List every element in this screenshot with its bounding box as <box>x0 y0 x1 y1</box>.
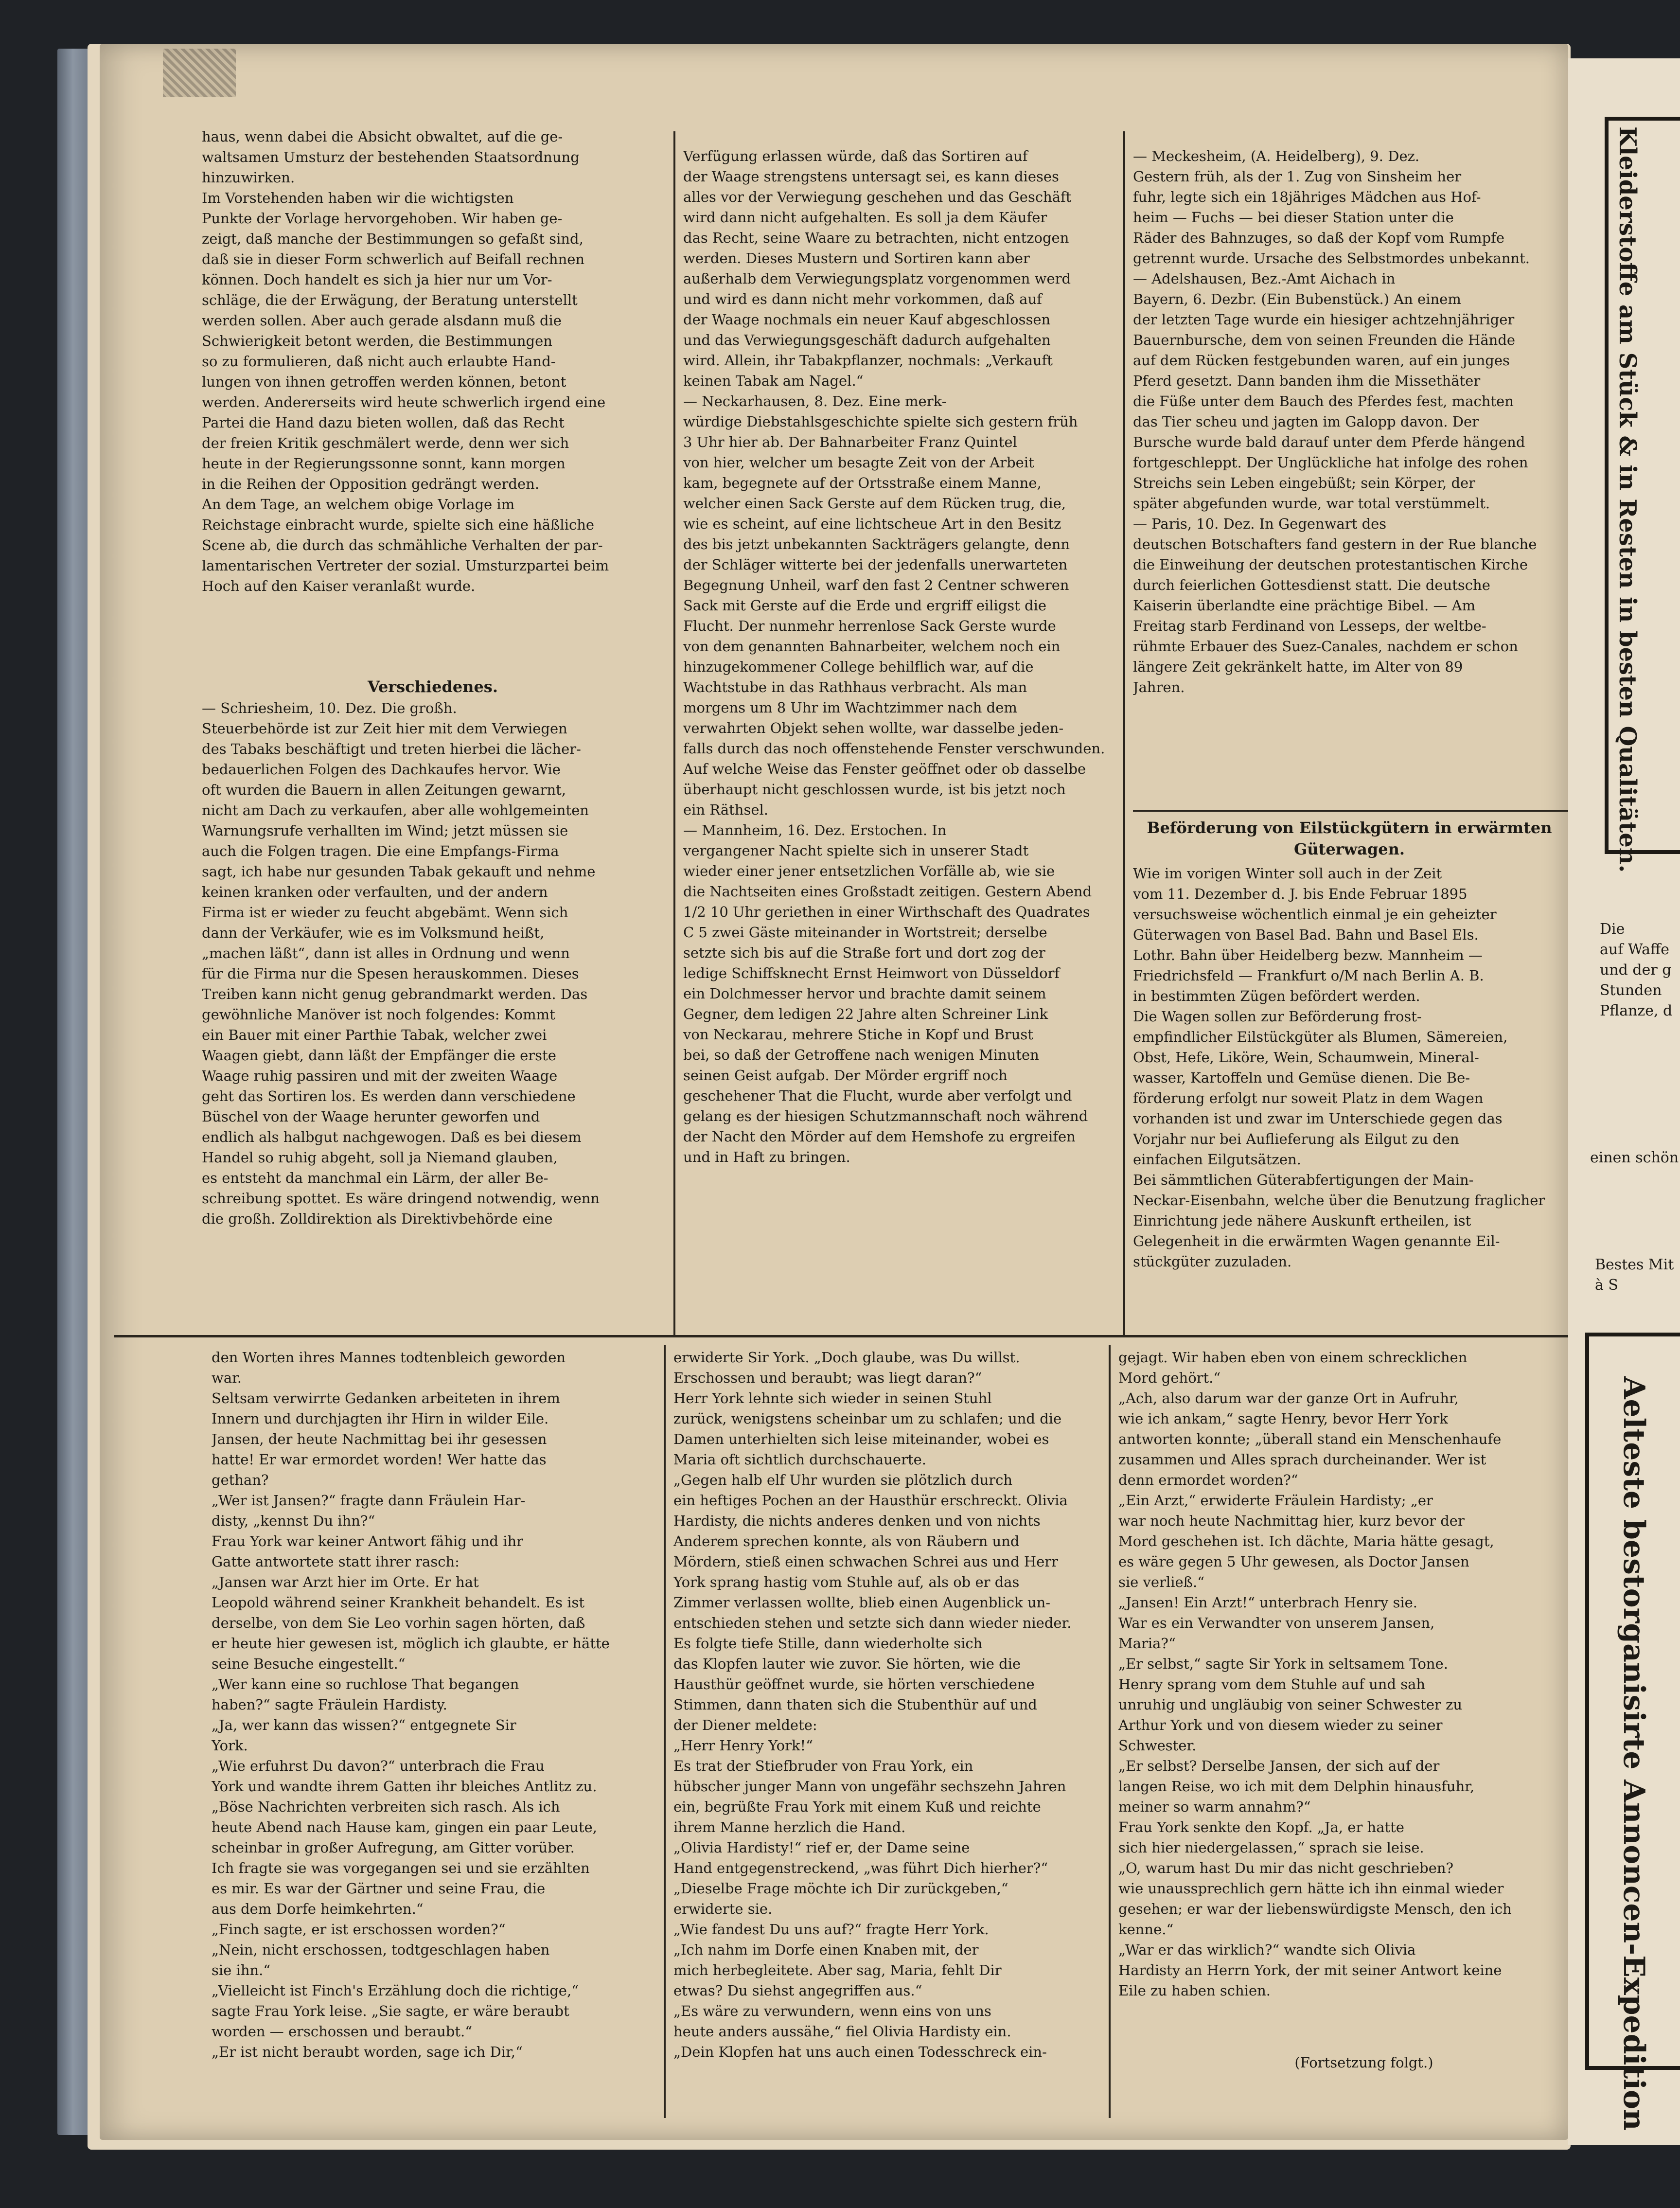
story-column-right: gejagt. Wir haben eben von einem schrecklichen Mord gehört.“ „Ach, also darum war der ganze Ort in Aufruhr, wie ich ankam,“ sagte Henry, bevor Herr York antworten konnte; „überall stand ein Menschenhaufe zusammen und Alles sprach durcheinander. Wer ist denn ermordet worden?“ „Ein Arzt,“ erwiderte Fräulein Hardisty; „er war noch heute Nachmittag hier, kurz bevor der Mord geschehen ist. Ich dächte, Maria hätte gesagt, es wäre gegen 5 Uhr gewesen, als Doctor Jansen sie verließ.“ „Jansen! Ein Arzt!“ unterbrach Henry sie. War es ein Verwandter von unserem Jansen, Maria?“ „Er selbst,“ sagte Sir York in seltsamem Tone. Henry sprang vom dem Stuhle auf und sah unruhig und ungläubig von seiner Schwester zu Arthur York und von diesem wieder zu seiner Schwester. „Er selbst? Derselbe Jansen, der sich auf der langen Reise, wo ich mit dem Delphin hinausfuhr, meiner so warm annahm?“ Frau York senkte den Kopf. „Ja, er hatte sich hier niedergelassen,“ sprach sie leise. „O, warum hast Du mir das nicht geschrieben? wie unaussprechlich gern hätte ich ihn einmal wieder gesehen; er war der liebenswürdigste Mensch, den ich kenne.“ „War er das wirklich?“ wandte sich Olivia Hardisty an Herrn York, der mit seiner Antwort keine Eile zu haben schien. <box>1118 1349 1512 1999</box>
article-column-right: — Meckesheim, (A. Heidelberg), 9. Dez. Gestern früh, als der 1. Zug von Sinsheim her fuhr, legte sich ein 18jähriges Mädchen aus Hof- heim — Fuchs — bei dieser Station unter die Räder des Bahnzuges, so daß der Kopf vom Rumpfe getrennt wurde. Ursache des Selbstmordes unbekannt. — Adelshausen, Bez.-Amt Aichach in Bayern, 6. Dezbr. (Ein Bubenstück.) An einem der letzten Tage wurde ein hiesiger achtzehnjähriger Bauernbursche, dem von seinen Freunden die Hände auf dem Rücken festgebunden waren, auf ein junges Pferd gesetzt. Dann banden ihm die Missethäter die Füße unter dem Bauch des Pferdes fest, machten das Tier scheu und jagten im Galopp davon. Der Bursche wurde bald darauf unter dem Pferde hängend fortgeschleppt. Der Unglückliche hat infolge des rohen Streichs sein Leben eingebüßt; sein Körper, der später abgefunden wurde, war total verstümmelt. — Paris, 10. Dez. In Gegenwart des deutschen Botschafters fand gestern in der Rue blanche die Einweihung der deutschen protestantischen Kirche durch feierlichen Gottesdienst statt. Die deutsche Kaiserin überlandte eine prächtige Bibel. — Am Freitag starb Ferdinand von Lesseps, der weltbe- rühmte Erbauer des Suez-Canales, nachdem er schon längere Zeit gekränkelt hatte, im Alter von 89 Jahren. <box>1133 148 1537 695</box>
continued-note: (Fortsetzung folgt.) <box>1294 2054 1433 2071</box>
article-column-middle: Verfügung erlassen würde, daß das Sortiren auf der Waage strengstens untersagt sei, es kann dieses alles vor der Verwiegung geschehen und das Geschäft wird dann nicht aufgehalten. Es soll ja dem Käufer das Recht, seine Waare zu betrachten, nicht entzogen werden. Dieses Mustern und Sortiren kann aber außerhalb dem Verwiegungsplatz vorgenommen werd und wird es dann nicht mehr vorkommen, daß auf der Waage nochmals ein neuer Kauf abgeschlossen und das Verwiegungsgeschäft dadurch aufgehalten wird. Allein, ihr Tabakpflanzer, nochmals: „Verkauft keinen Tabak am Nagel.“ — Neckarhausen, 8. Dez. Eine merk- würdige Diebstahlsgeschichte spielte sich gestern früh 3 Uhr hier ab. Der Bahnarbeiter Franz Quintel von hier, welcher um besagte Zeit von der Arbeit kam, begegnete auf der Ortsstraße einem Manne, welcher einen Sack Gerste auf dem Rücken trug, die, wie es scheint, auf eine lichtscheue Art in den Besitz des bis jetzt unbekannten Sackträgers gelangte, denn der Schläger witterte bei der jedenfalls unerwarteten Begegnung Unheil, warf den fast 2 Centner schweren Sack mit Gerste auf die Erde und ergriff eiligst die Flucht. Der nunmehr herrenlose Sack Gerste wurde von dem genannten Bahnarbeiter, welchem noch ein hinzugekommener College behilflich war, auf die Wachtstube in das Rathhaus verbracht. Als man morgens um 8 Uhr im Wachtzimmer nach dem verwahrten Objekt sehen wollte, war dasselbe jeden- falls durch das noch offenstehende Fenster verschwunden. Auf welche Weise das Fenster geöffnet oder ob dasselbe überhaupt nicht geschlossen wurde, ist bis jetzt noch ein Räthsel. — Mannheim, 16. Dez. Erstochen. In vergangener Nacht spielte sich in unserer Stadt wieder einer jener entsetzlichen Vorfälle ab, wie sie die Nachtseiten eines Großstadt zeitigen. Gestern Abend 1/2 10 Uhr geriethen in einer Wirthschaft des Quadrates C 5 zwei Gäste miteinander in Wortstreit; derselbe setzte sich bis auf die Straße fort und dort zog der ledige Schiffsknecht Ernst Heimwort von Düsseldorf ein Dolchmesser hervor und brachte damit seinem Gegner, dem ledigen 22 Jahre alten Schreiner Link von Neckarau, mehrere Stiche in Kopf und Brust bei, so daß der Getroffene nach wenigen Minuten seinen Geist aufgab. Der Mörder ergriff noch geschehener That die Flucht, wurde aber verfolgt und gelang es der hiesigen Schutzmannschaft noch während der Nacht den Mörder auf dem Hemshofe zu ergreifen und in Haft zu bringen. <box>683 148 1105 1165</box>
column-rule <box>1123 131 1125 1337</box>
advert-text-kleiderstoffe: Kleiderstoffe am Stück & in Resten in besten Qualitäten. <box>1614 126 1641 873</box>
column-rule <box>673 131 675 1337</box>
advert-fragment: einen schön <box>1590 1149 1679 1166</box>
story-column-middle: erwiderte Sir York. „Doch glaube, was Du willst. Erschossen und beraubt; was liegt daran?“ Herr York lehnte sich wieder in seinen Stuhl zurück, wenigstens scheinbar um zu schlafen; und die Damen unterhielten sich leise miteinander, wobei es Maria oft sichtlich durchschauerte. „Gegen halb elf Uhr wurden sie plötzlich durch ein heftiges Pochen an der Hausthür erschreckt. Olivia Hardisty, die nichts anderes denken und von nichts Anderem sprechen konnte, als von Räubern und Mördern, stieß einen schwachen Schrei aus und Herr York sprang hastig vom Stuhle auf, als ob er das Zimmer verlassen wollte, blieb einen Augenblick un- entschieden stehen und setzte sich dann wieder nieder. Es folgte tiefe Stille, dann wiederholte sich das Klopfen lauter wie zuvor. Sie hörten, wie die Hausthür geöffnet wurde, sie hörten verschiedene Stimmen, dann thaten sich die Stubenthür auf und der Diener meldete: „Herr Henry York!“ Es trat der Stiefbruder von Frau York, ein hübscher junger Mann von ungefähr sechszehn Jahren ein, begrüßte Frau York mit einem Kuß und reichte ihrem Manne herzlich die Hand. „Olivia Hardisty!“ rief er, der Dame seine Hand entgegenstreckend, „was führt Dich hierher?“ „Dieselbe Frage möchte ich Dir zurückgeben,“ erwiderte sie. „Wie fandest Du uns auf?“ fragte Herr York. „Ich nahm im Dorfe einen Knaben mit, der mich herbegleitete. Aber sag, Maria, fehlt Dir etwas? Du siehst angegriffen aus.“ „Es wäre zu verwundern, wenn eins von uns heute anders aussähe,“ fiel Olivia Hardisty ein. „Dein Klopfen hat uns auch einen Todesschreck ein- <box>673 1349 1072 2060</box>
story-column-left: den Worten ihres Mannes todtenbleich geworden war. Seltsam verwirrte Gedanken arbeiteten in ihrem Innern und durchjagten ihr Hirn in wilder Eile. Jansen, der heute Nachmittag bei ihr gesessen hatte! Er war ermordet worden! Wer hatte das gethan? „Wer ist Jansen?“ fragte dann Fräulein Har- disty, „kennst Du ihn?“ Frau York war keiner Antwort fähig und ihr Gatte antwortete statt ihrer rasch: „Jansen war Arzt hier im Orte. Er hat Leopold während seiner Krankheit behandelt. Es ist derselbe, von dem Sie Leo vorhin sagen hörten, daß er heute hier gewesen ist, möglich ich glaubte, er hätte seine Besuche eingestellt.“ „Wer kann eine so ruchlose That begangen haben?“ sagte Fräulein Hardisty. „Ja, wer kann das wissen?“ entgegnete Sir York. „Wie erfuhrst Du davon?“ unterbrach die Frau York und wandte ihrem Gatten ihr bleiches Antlitz zu. „Böse Nachrichten verbreiten sich rasch. Als ich heute Abend nach Hause kam, gingen ein paar Leute, scheinbar in großer Aufregung, am Gitter vorüber. Ich fragte sie was vorgegangen sei und sie erzählten es mir. Es war der Gärtner und seine Frau, die aus dem Dorfe heimkehrten.“ „Finch sagte, er ist erschossen worden?“ „Nein, nicht erschossen, todtgeschlagen haben sie ihn.“ „Vielleicht ist Finch's Erzählung doch die richtige,“ sagte Frau York leise. „Sie sagte, er wäre beraubt worden — erschossen und beraubt.“ „Er ist nicht beraubt worden, sage ich Dir,“ <box>212 1349 610 2060</box>
section-separator <box>114 1335 1568 1337</box>
advert-text-annoncen-expedition: Aelteste bestorganisirte Annoncen-Expedition <box>1617 1376 1651 2131</box>
heading-rule <box>1133 810 1568 812</box>
article-column-left-b: — Schriesheim, 10. Dez. Die großh. Steuerbehörde ist zur Zeit hier mit dem Verwiegen des Tabaks beschäftigt und treten hierbei die lächer- bedauerlichen Folgen des Dachkaufes hervor. Wie oft wurden die Bauern in allen Zeitungen gewarnt, nicht am Dach zu verkaufen, aber alle wohlgemeinten Warnungsrufe verhallten im Wind; jetzt müssen sie auch die Folgen tragen. Die eine Empfangs-Firma sagt, ich habe nur gesunden Tabak gekauft und nehme keinen kranken oder verfaulten, und der andern Firma ist er wieder zu feucht abgebämt. Wenn sich dann der Verkäufer, wie es im Volksmund heißt, „machen läßt“, dann ist alles in Ordnung und wenn für die Firma nur die Spesen herauskommen. Dieses Treiben kann nicht genug gebrandmarkt werden. Das gewöhnliche Manöver ist noch folgendes: Kommt ein Bauer mit einer Parthie Tabak, welcher zwei Waagen giebt, dann läßt der Empfänger die erste Waage ruhig passiren und mit der zweiten Waage geht das Sortiren los. Es werden dann verschiedene Büschel von der Waage herunter geworfen und endlich als halbgut nachgewogen. Daß es bei diesem Handel so ruhig abgeht, soll ja Niemand glauben, es entsteht da manchmal ein Lärm, der aller Be- schreibung spottet. Es wäre dringend notwendig, wenn die großh. Zolldirektion als Direktivbehörde eine <box>202 700 600 1227</box>
advert-fragment: Bestes Mit à S <box>1595 1256 1674 1294</box>
article-column-left: haus, wenn dabei die Absicht obwaltet, auf die ge- waltsamen Umsturz der bestehenden Staatsordnung hinzuwirken. Im Vorstehenden haben wir die wichtigsten Punkte der Vorlage hervorgehoben. Wir haben ge- zeigt, daß manche der Bestimmungen so gefaßt sind, daß sie in dieser Form schwerlich auf Beifall rechnen können. Doch handelt es sich ja hier nur um Vor- schläge, die der Erwägung, der Beratung unterstellt werden sollen. Aber auch gerade alsdann muß die Schwierigkeit betont werden, die Bestimmungen so zu formulieren, daß nicht auch erlaubte Hand- lungen von ihnen getroffen werden können, betont werden. Andererseits wird heute schwerlich irgend eine Partei die Hand dazu bieten wollen, daß das Recht der freien Kritik geschmälert werde, denn wer sich heute in der Regierungssonne sonnt, kann morgen in die Reihen der Opposition gedrängt werden. An dem Tage, an welchem obige Vorlage im Reichstage einbracht wurde, spielte sich eine häßliche Scene ab, die durch das schmähliche Verhalten der par- lamentarischen Vertreter der sozial. Umsturzpartei beim Hoch auf den Kaiser veranlaßt wurde. <box>202 128 609 594</box>
article-column-right-b: Wie im vorigen Winter soll auch in der Zeit vom 11. Dezember d. J. bis Ende Februar 1895 versuchsweise wöchentlich einmal je ein geheizter Güterwagen von Basel Bad. Bahn und Basel Els. Lothr. Bahn über Heidelberg bezw. Mannheim — Friedrichsfeld — Frankfurt o/M nach Berlin A. B. in bestimmten Zügen befördert werden. Die Wagen sollen zur Beförderung frost- empfindlicher Eilstückgüter als Blumen, Sämereien, Obst, Hefe, Liköre, Wein, Schaumwein, Mineral- wasser, Kartoffeln und Gemüse dienen. Die Be- förderung erfolgt nur soweit Platz in dem Wagen vorhanden ist und zwar im Unterschiede gegen das Vorjahr nur bei Auflieferung als Eilgut zu den einfachen Eilgutsätzen. Bei sämmtlichen Güterabfertigungen der Main- Neckar-Eisenbahn, welche über die Benutzung fraglicher Einrichtung jede nähere Auskunft ertheilen, ist Gelegenheit in die erwärmten Wagen genannte Eil- stückgüter zuzuladen. <box>1133 865 1545 1270</box>
section-heading-verschiedenes: Verschiedenes. <box>368 677 498 696</box>
article-heading-eilstueckgueter: Beförderung von Eilstückgütern in erwärmten Güterwagen. <box>1147 819 1552 858</box>
newspaper-page <box>100 44 1568 2140</box>
column-rule <box>1109 1345 1111 2118</box>
library-stamp <box>163 49 236 97</box>
advert-fragment: Die auf Waffe und der g Stunden Pflanze, d <box>1600 921 1673 1019</box>
column-rule <box>664 1345 666 2118</box>
